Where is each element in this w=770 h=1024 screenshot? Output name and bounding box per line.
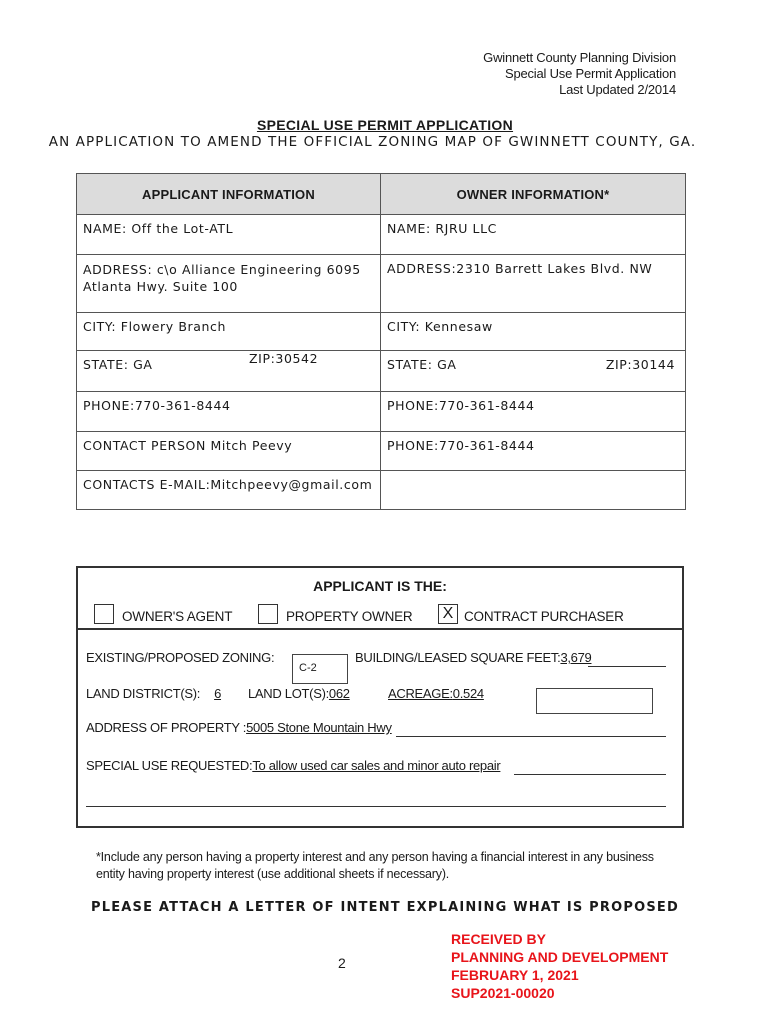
applicant-contact-person: CONTACT PERSON Mitch Peevy bbox=[77, 432, 381, 471]
address-label: ADDRESS OF PROPERTY : bbox=[86, 720, 247, 735]
owner-empty-cell bbox=[381, 471, 686, 510]
zoning-label: EXISTING/PROPOSED ZONING: bbox=[86, 650, 275, 665]
district-value: 6 bbox=[214, 686, 222, 701]
zoning-value: C-2 bbox=[299, 662, 317, 674]
stamp-line-3: FEBRUARY 1, 2021 bbox=[451, 967, 579, 983]
received-stamp bbox=[451, 930, 668, 1002]
contract-purchaser-checkbox[interactable] bbox=[438, 604, 458, 624]
property-details bbox=[78, 628, 682, 826]
contract-purchaser-label: CONTRACT PURCHASER bbox=[464, 609, 624, 624]
special-underline bbox=[514, 774, 666, 775]
land-lot-field[interactable] bbox=[248, 686, 390, 701]
stamp-line-4: SUP2021-00020 bbox=[451, 985, 555, 1001]
property-address-field[interactable] bbox=[86, 720, 392, 735]
check-mark: X bbox=[442, 605, 454, 622]
special-extra-line bbox=[86, 806, 666, 807]
owners-agent-checkbox[interactable] bbox=[94, 604, 114, 624]
attach-instruction: PLEASE ATTACH A LETTER OF INTENT EXPLAINING WHAT IS PROPOSED bbox=[90, 900, 679, 915]
owner-state: STATE: GA bbox=[387, 357, 457, 372]
address-underline bbox=[396, 736, 666, 737]
applicant-phone: PHONE:770-361-8444 bbox=[77, 392, 381, 432]
info-table bbox=[76, 173, 686, 510]
owner-header: OWNER INFORMATION* bbox=[381, 174, 686, 215]
owner-phone-2: PHONE:770-361-8444 bbox=[381, 432, 686, 471]
page-number: 2 bbox=[338, 955, 346, 971]
applicant-name: NAME: Off the Lot-ATL bbox=[77, 215, 381, 255]
sqft-value: 3,679 bbox=[560, 650, 592, 665]
stamp-line-1: RECEIVED BY bbox=[451, 931, 546, 947]
page-subtitle: AN APPLICATION TO AMEND THE OFFICIAL ZONING MAP OF GWINNETT COUNTY, GA. bbox=[48, 134, 697, 150]
applicant-city: CITY: Flowery Branch bbox=[77, 313, 381, 351]
property-owner-checkbox[interactable] bbox=[258, 604, 278, 624]
special-use-field[interactable] bbox=[86, 758, 500, 773]
header-form-name: Special Use Permit Application bbox=[504, 66, 676, 81]
owner-zip: ZIP:30144 bbox=[605, 357, 675, 372]
header-division: Gwinnett County Planning Division bbox=[483, 50, 676, 65]
stamp-line-2: PLANNING AND DEVELOPMENT bbox=[451, 949, 669, 965]
applicant-is-heading: APPLICANT IS THE: bbox=[313, 578, 447, 594]
land-district-field[interactable] bbox=[86, 686, 229, 701]
applicant-zip: ZIP:30542 bbox=[249, 351, 319, 366]
applicant-address: ADDRESS: c\o Alliance Engineering 6095 Atlanta Hwy. Suite 100 bbox=[77, 255, 381, 313]
applicant-state: STATE: GA bbox=[83, 357, 153, 372]
special-value: To allow used car sales and minor auto repair bbox=[252, 758, 501, 773]
acreage-value: 0.524 bbox=[452, 686, 484, 701]
owner-address: ADDRESS:2310 Barrett Lakes Blvd. NW bbox=[381, 255, 686, 313]
applicant-state-zip bbox=[77, 351, 381, 392]
lot-label: LAND LOT(S): bbox=[248, 686, 329, 701]
acreage-label: ACREAGE: bbox=[388, 686, 453, 701]
acreage-field[interactable] bbox=[388, 686, 484, 701]
page-title: SPECIAL USE PERMIT APPLICATION bbox=[256, 117, 514, 133]
owners-agent-label: OWNER'S AGENT bbox=[122, 609, 233, 624]
lot-value: 062 bbox=[328, 686, 350, 701]
owner-name: NAME: RJRU LLC bbox=[381, 215, 686, 255]
zoning-field[interactable] bbox=[292, 654, 348, 684]
owner-city: CITY: Kennesaw bbox=[381, 313, 686, 351]
form-header bbox=[483, 50, 676, 98]
applicant-header: APPLICANT INFORMATION bbox=[77, 174, 381, 215]
footnote: *Include any person having a property interest and any person having a financial interest in any business entity having property interest (use additional sheets if necessary). bbox=[96, 850, 654, 881]
property-owner-label: PROPERTY OWNER bbox=[286, 609, 413, 624]
owner-phone: PHONE:770-361-8444 bbox=[381, 392, 686, 432]
blank-field[interactable] bbox=[536, 688, 653, 714]
header-updated: Last Updated 2/2014 bbox=[559, 82, 676, 97]
sqft-field[interactable] bbox=[355, 650, 591, 665]
applicant-contact-email: CONTACTS E-MAIL:Mitchpeevy@gmail.com bbox=[77, 471, 381, 510]
owner-state-zip bbox=[381, 351, 686, 392]
address-value: 5005 Stone Mountain Hwy bbox=[246, 720, 392, 735]
sqft-label: BUILDING/LEASED SQUARE FEET: bbox=[355, 650, 561, 665]
district-label: LAND DISTRICT(S): bbox=[86, 686, 201, 701]
special-label: SPECIAL USE REQUESTED: bbox=[86, 758, 253, 773]
applicant-is-section bbox=[76, 566, 684, 828]
sqft-underline bbox=[588, 666, 666, 667]
